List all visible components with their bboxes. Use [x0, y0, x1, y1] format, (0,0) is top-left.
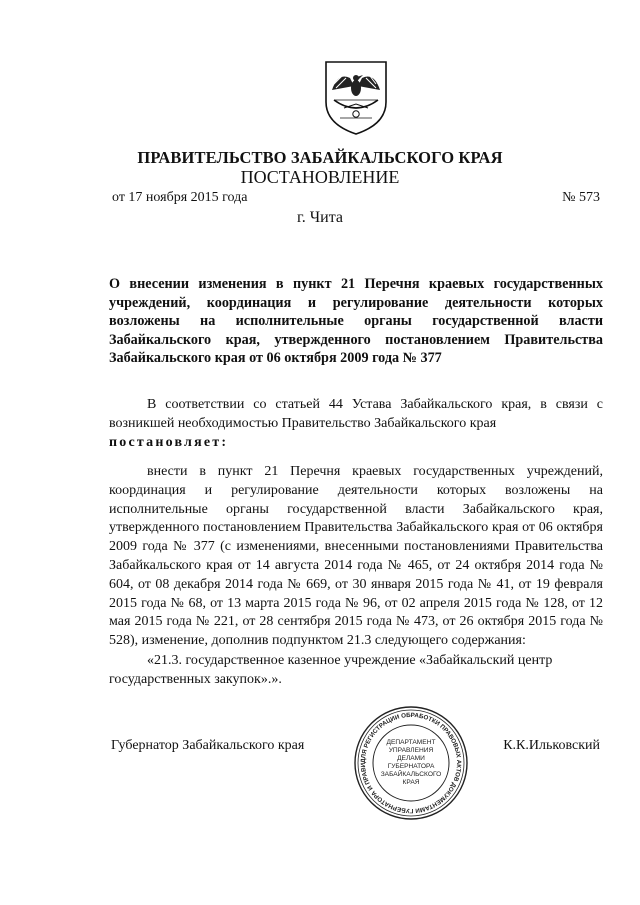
stamp-line: УПРАВЛЕНИЯ [388, 747, 434, 754]
coat-of-arms-icon [320, 56, 392, 136]
document-date: от 17 ноября 2015 года [112, 190, 248, 205]
coat-of-arms-emblem [320, 56, 392, 136]
preamble-paragraph [109, 396, 603, 452]
document-number: № 573 [562, 190, 600, 205]
stamp-line: ГУБЕРНАТОРА [387, 763, 435, 770]
resolution-paragraph: внести в пункт 21 Перечня краевых государственных учреждений, координация и регулирование деятельности которых возложены на исполнительные органы государственной власти Забайкальского края, утвержденного постановлением Правительства Забайкальского края от 06 октября 2009 года № 377 (с изменениями, внесенными постановлениями Правительства Забайкальского края от 14 августа 2014 года № 465, от 24 октября 2014 года № 604, от 08 декабря 2014 года № 669, от 30 января 2015 года № 41, от 19 февраля 2015 года № 68, от 13 марта 2015 года № 96, от 02 апреля 2015 года № 128, от 12 мая 2015 года № 221, от 28 сентября 2015 года № 473, от 26 октября 2015 года № 528), изменение, дополнив подпунктом 21.3 следующего содержания: [109, 464, 603, 649]
stamp-line: ДЕПАРТАМЕНТ [386, 739, 436, 746]
government-name: ПРАВИТЕЛЬСТВО ЗАБАЙКАЛЬСКОГО КРАЯ [137, 148, 503, 167]
signer-name: К.К.Ильковский [503, 738, 600, 753]
amendment-paragraph: «21.3. государственное казенное учреждение «Забайкальский центр государственных закупок».». [109, 653, 553, 687]
stamp-line: ДЕЛАМИ [397, 755, 425, 762]
stamp-ring-text: ДЛЯ РЕГИСТРАЦИИ ОБРАБОТКИ ПРАВОВЫХ АКТОВ ДОКУМЕНТАМИ ГУБЕРНАТОРА И ПРАВИ [359, 711, 463, 815]
resolve-word: постановляет: [109, 434, 229, 450]
stamp-seal-icon [352, 704, 470, 822]
document-type: ПОСТАНОВЛЕНИЕ [240, 167, 400, 187]
document-city: г. Чита [296, 209, 343, 226]
stamp-line: КРАЯ [402, 779, 420, 786]
document-title: О внесении изменения в пункт 21 Перечня краевых государственных учреждений, координация и регулирование деятельности которых возложены на исполнительные органы государственной власти Забайкальского края, утвержденного постановлением Правительства Забайкальского края от 06 октября 2009 года № 377 [109, 276, 603, 367]
stamp-line: ЗАБАЙКАЛЬСКОГО [380, 771, 442, 778]
preamble-text: В соответствии со статьей 44 Устава Забайкальского края, в связи с возникшей необходимостью Правительство Забайкальского края [109, 397, 603, 431]
official-stamp [352, 704, 470, 822]
signer-title: Губернатор Забайкальского края [111, 738, 305, 753]
